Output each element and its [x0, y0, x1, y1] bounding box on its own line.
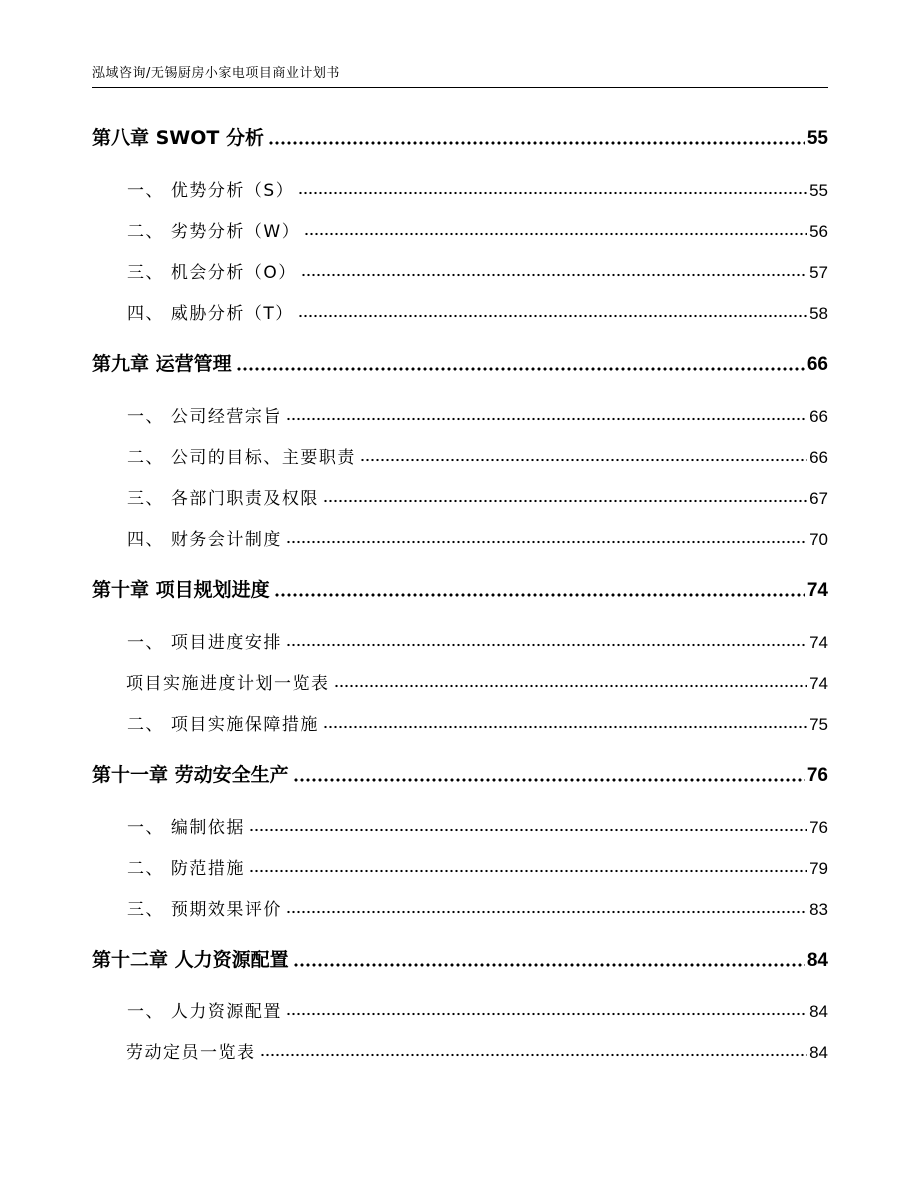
toc-chapter-8[interactable] [92, 123, 828, 150]
toc-entry-title: 第十二章 人力资源配置 [92, 949, 289, 971]
toc-page-number: 66 [809, 407, 828, 426]
toc-page-number: 83 [809, 900, 828, 919]
toc-entry-title: 第八章 SWOT 分析 [92, 127, 264, 149]
dot-leader [298, 314, 807, 318]
toc-page-number: 55 [809, 181, 828, 200]
toc-page-number: 57 [809, 263, 828, 282]
toc-page-number: 58 [809, 304, 828, 323]
toc-entry-title: 一、 人力资源配置 [127, 1002, 282, 1022]
toc-page-number: 66 [809, 448, 828, 467]
toc-page-number: 56 [809, 222, 828, 241]
dot-leader [260, 1053, 808, 1057]
toc-entry-title: 二、 劣势分析（W） [127, 222, 301, 242]
toc-entry-title: 第九章 运营管理 [92, 353, 232, 375]
toc-entry-title: 二、 防范措施 [127, 859, 245, 879]
toc-section-8-3[interactable] [127, 258, 828, 283]
toc-entry-title: 第十章 项目规划进度 [92, 579, 270, 601]
toc-chapter-9[interactable] [92, 349, 828, 376]
dot-leader [293, 963, 805, 967]
toc-chapter-12[interactable] [92, 945, 828, 972]
toc-page-number: 74 [809, 633, 828, 652]
toc-section-9-4[interactable] [127, 525, 828, 550]
toc-entry-title: 项目实施进度计划一览表 [126, 674, 330, 694]
toc-entry-title: 四、 财务会计制度 [127, 530, 282, 550]
dot-leader [249, 828, 807, 832]
toc-page-number: 79 [809, 859, 828, 878]
toc-entry-title: 四、 威胁分析（T） [127, 304, 294, 324]
toc-page-number: 74 [809, 674, 828, 693]
toc-section-8-4[interactable] [127, 299, 828, 324]
toc-entry-title: 劳动定员一览表 [126, 1043, 256, 1063]
toc-page-number: 55 [806, 128, 828, 149]
dot-leader [293, 778, 805, 782]
toc-entry-title: 三、 各部门职责及权限 [127, 489, 319, 509]
toc-page-number: 84 [809, 1002, 828, 1021]
toc-page-number: 76 [809, 818, 828, 837]
toc-page-number: 76 [806, 765, 828, 786]
dot-leader [268, 141, 805, 145]
toc-page-number: 67 [809, 489, 828, 508]
toc-section-11-1[interactable] [127, 813, 828, 838]
toc-page-number: 84 [809, 1043, 828, 1062]
toc-entry-title: 三、 预期效果评价 [127, 900, 282, 920]
dot-leader [360, 458, 807, 462]
toc-chapter-10[interactable] [92, 575, 828, 602]
toc-section-9-3[interactable] [127, 484, 828, 509]
toc-section-9-2[interactable] [127, 443, 828, 468]
dot-leader [301, 273, 807, 277]
dot-leader [304, 232, 807, 236]
toc-chapter-11[interactable] [92, 760, 828, 787]
dot-leader [286, 1012, 807, 1016]
dot-leader [249, 869, 807, 873]
dot-leader [323, 725, 807, 729]
toc-entry-title: 一、 项目进度安排 [127, 633, 282, 653]
toc-entry-title: 三、 机会分析（O） [127, 263, 297, 283]
dot-leader [286, 910, 807, 914]
toc-page-number: 70 [809, 530, 828, 549]
toc-page-number: 75 [809, 715, 828, 734]
toc-entry-title: 一、 优势分析（S） [127, 181, 295, 201]
toc-section-11-2[interactable] [127, 854, 828, 879]
running-header: 泓域咨询/无锡厨房小家电项目商业计划书 [92, 66, 340, 81]
toc-section-10-2[interactable] [127, 710, 828, 735]
toc-section-12-1[interactable] [127, 997, 828, 1022]
toc-section-8-2[interactable] [127, 217, 828, 242]
toc-page-number: 74 [806, 580, 828, 601]
toc-section-10-1[interactable] [127, 628, 828, 653]
toc-section-8-1[interactable] [127, 176, 828, 201]
toc-section-11-3[interactable] [127, 895, 828, 920]
toc-page-number: 84 [806, 950, 828, 971]
dot-leader [334, 684, 808, 688]
toc-entry-title: 二、 公司的目标、主要职责 [127, 448, 356, 468]
toc-entry-title: 一、 编制依据 [127, 818, 245, 838]
toc-entry-title: 二、 项目实施保障措施 [127, 715, 319, 735]
toc-entry-title: 一、 公司经营宗旨 [127, 407, 282, 427]
toc-section-12-table[interactable] [126, 1038, 828, 1063]
dot-leader [286, 643, 807, 647]
dot-leader [236, 367, 805, 371]
dot-leader [298, 191, 807, 195]
dot-leader [286, 540, 807, 544]
toc-entry-title: 第十一章 劳动安全生产 [92, 764, 289, 786]
toc-section-10-table[interactable] [126, 669, 828, 694]
toc-page-number: 66 [806, 354, 828, 375]
dot-leader [323, 499, 807, 503]
dot-leader [286, 417, 807, 421]
dot-leader [274, 593, 805, 597]
header-divider [92, 87, 828, 88]
toc-section-9-1[interactable] [127, 402, 828, 427]
